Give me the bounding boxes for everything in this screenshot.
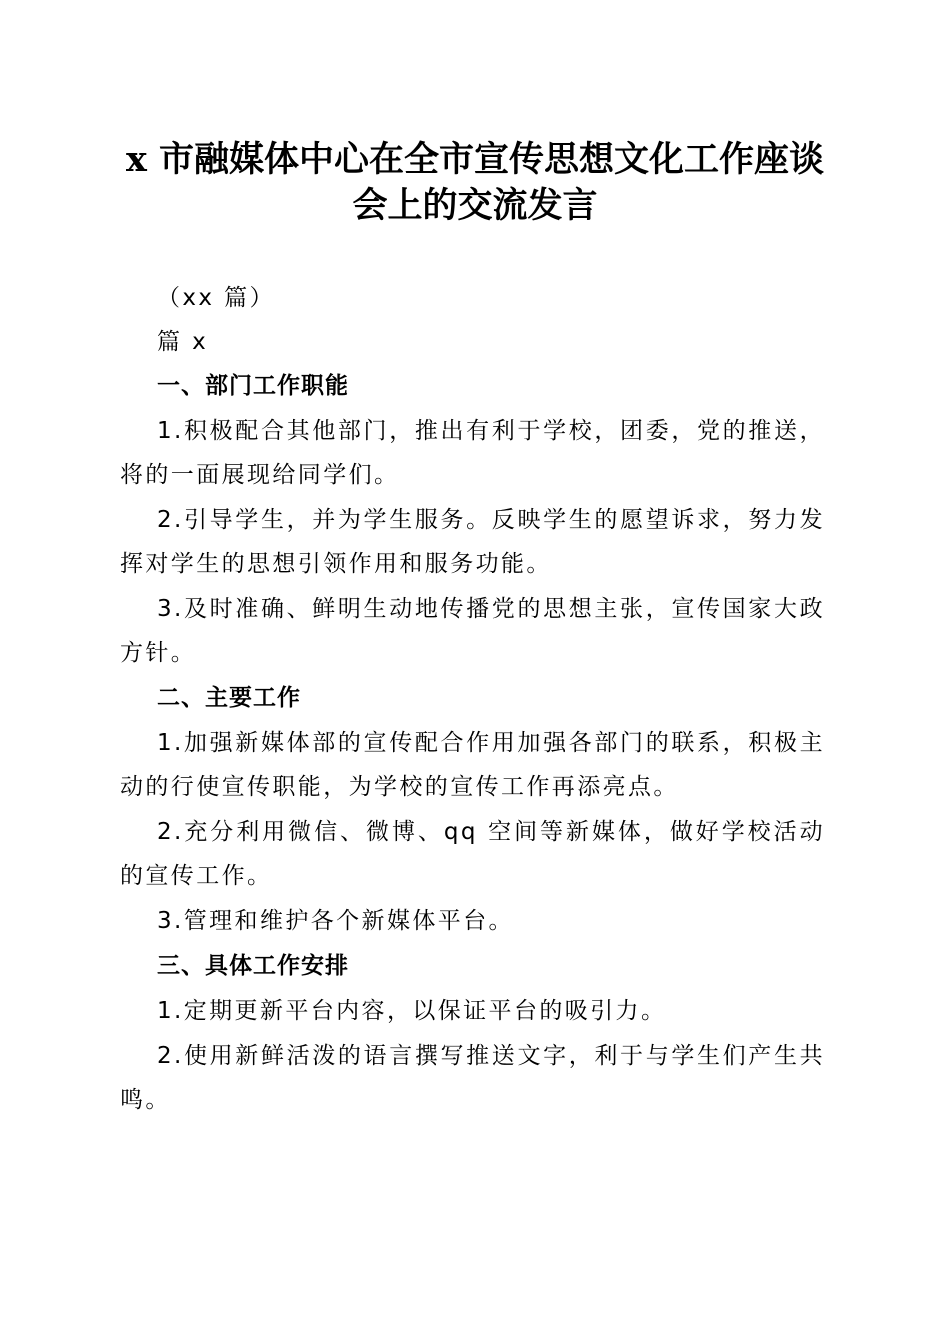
paragraph-line: 2.引导学生，并为学生服务。反映学生的愿望诉求，努力发 <box>157 507 825 533</box>
paragraph-line: 将的一面展现给同学们。 <box>120 462 400 488</box>
document-title-line-2: 会上的交流发言 <box>352 185 598 226</box>
paragraph-line: 1.加强新媒体部的宣传配合作用加强各部门的联系，积极主 <box>157 730 825 756</box>
article-label: 篇 x <box>157 329 209 355</box>
section-heading-3: 三、具体工作安排 <box>157 953 349 979</box>
paragraph-line: 2.使用新鲜活泼的语言撰写推送文字，利于与学生们产生共 <box>157 1043 825 1069</box>
document-subtitle: （xx 篇） <box>157 285 275 311</box>
paragraph-line: 挥对学生的思想引领作用和服务功能。 <box>120 551 552 577</box>
paragraph-line: 的宣传工作。 <box>120 863 273 889</box>
paragraph-line: 鸣。 <box>120 1087 171 1113</box>
paragraph-line: 动的行使宣传职能，为学校的宣传工作再添亮点。 <box>120 774 679 800</box>
paragraph-line: 2.充分利用微信、微博、qq 空间等新媒体，做好学校活动 <box>157 819 825 845</box>
paragraph-line: 方针。 <box>120 640 197 666</box>
document-title-line-1: x 市融媒体中心在全市宣传思想文化工作座谈 <box>125 139 825 180</box>
section-heading-2: 二、主要工作 <box>157 685 301 711</box>
paragraph-line: 1.积极配合其他部门，推出有利于学校，团委，党的推送， <box>157 418 825 444</box>
paragraph-line: 3.管理和维护各个新媒体平台。 <box>157 908 514 934</box>
section-heading-1: 一、部门工作职能 <box>157 373 349 399</box>
paragraph-line: 1.定期更新平台内容，以保证平台的吸引力。 <box>157 998 667 1024</box>
paragraph-line: 3.及时准确、鲜明生动地传播党的思想主张，宣传国家大政 <box>157 596 825 622</box>
